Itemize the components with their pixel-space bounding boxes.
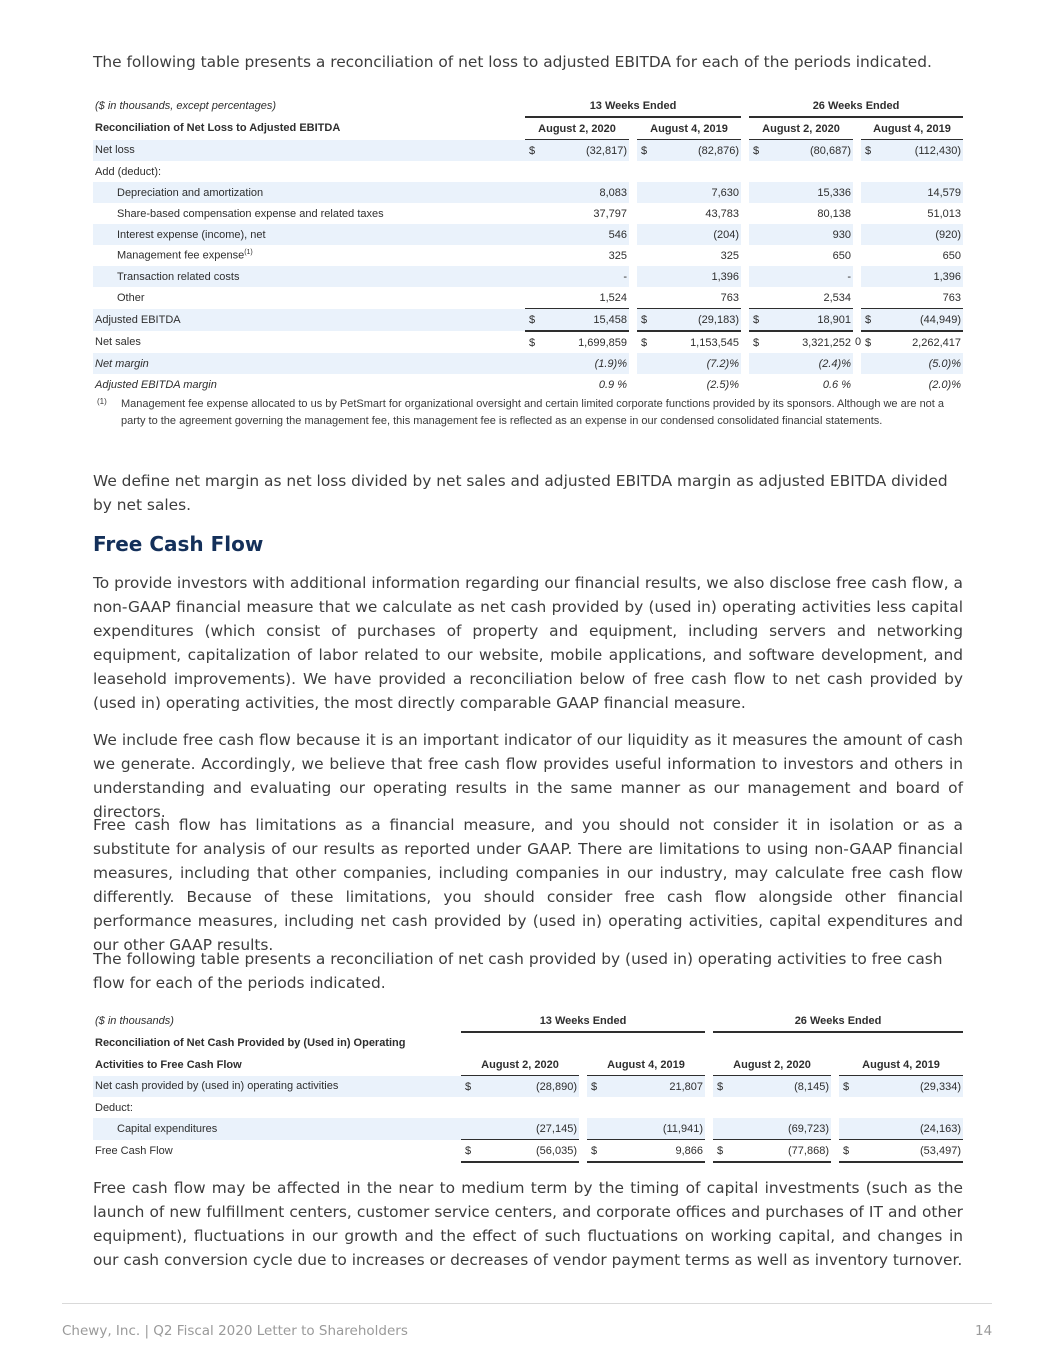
col-header: August 2, 2020 — [749, 117, 853, 140]
cell-value: 51,013 — [927, 207, 961, 220]
fcf-paragraph-4: The following table presents a reconciliation of net cash provided by (used in) operating activities to free cash flow for each of the periods indicated. — [93, 950, 943, 992]
table-row — [93, 287, 963, 309]
cell-value: (24,163) — [853, 1118, 963, 1140]
row-label: Add (deduct): — [95, 165, 162, 178]
cell-value: (27,145) — [475, 1118, 579, 1140]
currency-symbol: $ — [713, 1076, 727, 1098]
currency-symbol: $ — [641, 336, 648, 349]
col-header: August 2, 2020 — [525, 117, 629, 140]
currency-symbol: $ — [461, 1140, 475, 1163]
table-header-groups — [93, 1010, 963, 1032]
group-13-weeks: 13 Weeks Ended — [525, 95, 741, 117]
fcf-paragraph-3: Free cash flow has limitations as a financial measure, and you should not consider it in isolation or as a substitute for analysis of our results as reported under GAAP. There are limitations to using non-GAAP financial measures, including that other companies, including companies in our industry, may calculate free cash flow differently. Because of these limitations, you should consider free cash flow alongside other financial performance measures, including net cash provided by (used in) operating activities, capital expenditures and our other GAAP results. — [93, 816, 963, 954]
table-row — [93, 1097, 963, 1118]
currency-symbol: $ — [753, 336, 760, 349]
cell-value: 763 — [875, 287, 963, 309]
footnote-mark: (1) — [97, 397, 107, 406]
cell-value: (2.5)% — [706, 378, 739, 391]
currency-symbol: $ — [839, 1076, 853, 1098]
intro-paragraph: The following table presents a reconciliation of net loss to adjusted EBITDA for each of the periods indicated. — [93, 53, 932, 71]
row-label: Net cash provided by (used in) operating activities — [93, 1076, 461, 1098]
footer-divider — [62, 1303, 992, 1304]
cell-value: 80,138 — [817, 207, 851, 220]
col-header: August 4, 2019 — [637, 117, 741, 140]
col-header: August 2, 2020 — [461, 1054, 579, 1076]
cell-value: 325 — [720, 249, 739, 262]
cell-value: (32,817) — [539, 140, 629, 162]
cell-value: (80,687) — [763, 140, 853, 162]
cell-value: (204) — [651, 224, 741, 245]
cell-value: (7.2)% — [651, 353, 741, 374]
currency-symbol: $ — [525, 309, 539, 332]
cell-value: 15,458 — [539, 309, 629, 332]
table-row — [93, 245, 963, 266]
row-label: Net loss — [93, 140, 525, 162]
cell-value: 546 — [539, 224, 629, 245]
cell-value: 14,579 — [875, 182, 963, 203]
row-label: Other — [117, 291, 145, 304]
table-row — [93, 266, 963, 287]
table-header-groups — [93, 95, 963, 117]
cell-value: 650 — [942, 249, 961, 262]
cell-value: - — [763, 266, 853, 287]
cell-value: (44,949) — [875, 309, 963, 332]
table-row — [93, 1118, 963, 1140]
footnote — [93, 396, 963, 430]
group-26-weeks: 26 Weeks Ended — [713, 1010, 963, 1032]
cell-value: (920) — [875, 224, 963, 245]
table-row — [93, 331, 963, 353]
cell-value: 15,336 — [763, 182, 853, 203]
cell-value: (56,035) — [475, 1140, 579, 1163]
currency-symbol: $ — [861, 140, 875, 162]
cell-value: 7,630 — [651, 182, 741, 203]
cell-value: 18,901 — [763, 309, 853, 332]
cell-value: (1.9)% — [539, 353, 629, 374]
table-row — [93, 140, 963, 162]
cell-value: 1,153,545 — [690, 336, 739, 349]
free-cash-flow-table — [93, 1010, 963, 1163]
table-title-line-2: Activities to Free Cash Flow — [95, 1058, 242, 1071]
table-row — [93, 353, 963, 374]
table-row — [93, 1140, 963, 1163]
table-title-line-1: Reconciliation of Net Cash Provided by (Used in) Operating — [95, 1037, 406, 1049]
cell-value: (2.0)% — [928, 378, 961, 391]
currency-symbol: $ — [587, 1140, 601, 1163]
row-label: Net sales — [95, 336, 141, 348]
cell-value: (77,868) — [727, 1140, 831, 1163]
currency-symbol: $ — [529, 336, 536, 349]
page-number: 14 — [975, 1323, 993, 1339]
cell-value: (2.4)% — [763, 353, 853, 374]
cell-value: (112,430) — [875, 140, 963, 162]
section-heading: Free Cash Flow — [93, 532, 264, 556]
table-header-title-1 — [93, 1032, 963, 1054]
row-label: Net margin — [93, 353, 525, 374]
define-paragraph: We define net margin as net loss divided by net sales and adjusted EBITDA margin as adjusted EBITDA divided by net sales. — [93, 472, 948, 514]
currency-symbol: $ — [749, 309, 763, 332]
group-26-weeks: 26 Weeks Ended — [749, 95, 963, 117]
row-label: Adjusted EBITDA — [93, 309, 525, 332]
cell-value: 0.9 % — [598, 378, 627, 391]
currency-symbol: $ — [525, 140, 539, 162]
col-header: August 4, 2019 — [861, 117, 963, 140]
cell-value: (29,334) — [853, 1076, 963, 1098]
currency-symbol: $ — [587, 1076, 601, 1098]
currency-symbol: $ — [861, 309, 875, 332]
fcf-paragraph-5: Free cash flow may be affected in the near to medium term by the timing of capital investments (such as the launch of new fulfillment centers, customer service centers, and corporate offices and purchases of IT and other equipment), fluctuations in our growth and the effect of such fluctuations on working capital, and changes in our cash conversion cycle due to increases or decreases of vendor payment terms as well as inventory turnover. — [93, 1179, 963, 1269]
footer-text: Chewy, Inc. | Q2 Fiscal 2020 Letter to Shareholders — [62, 1323, 408, 1339]
currency-symbol: $ — [713, 1140, 727, 1163]
row-label: Depreciation and amortization — [93, 182, 525, 203]
cell-value: (8,145) — [727, 1076, 831, 1098]
cell-value: 1,524 — [539, 287, 629, 309]
cell-value: - — [539, 266, 629, 287]
cell-value: 2,534 — [763, 287, 853, 309]
row-label: Transaction related costs — [93, 266, 525, 287]
cell-value: 21,807 — [601, 1076, 705, 1098]
row-label: Deduct: — [95, 1101, 133, 1114]
units-note: ($ in thousands, except percentages) — [95, 100, 277, 112]
currency-symbol: $ — [461, 1076, 475, 1098]
cell-value: 930 — [763, 224, 853, 245]
cell-value: (69,723) — [727, 1118, 831, 1140]
cell-value: 37,797 — [593, 207, 627, 220]
currency-symbol: $ — [865, 336, 872, 349]
table-row — [93, 224, 963, 245]
table-title: Reconciliation of Net Loss to Adjusted EBITDA — [95, 122, 341, 135]
table-row — [93, 161, 963, 182]
fcf-paragraph-1: To provide investors with additional information regarding our financial results, we also disclose free cash flow, a non-GAAP financial measure that we calculate as net cash provided by (used in) operating activities less capital expenditures (which consist of purchases of property and equipment, including servers and networking equipment, capitalization of labor related to our website, mobile applications, and software development, and leasehold improvements). We have provided a reconciliation below of free cash flow to net cash provided by (used in) operating activities, the most directly comparable GAAP financial measure. — [93, 574, 963, 712]
col-header: August 4, 2019 — [587, 1054, 705, 1076]
footnote-ref: (1) — [244, 249, 253, 257]
cell-value: 1,699,859 — [578, 336, 627, 349]
cell-value: 1,396 — [875, 266, 963, 287]
table-row — [93, 182, 963, 203]
footnote-text: Management fee expense allocated to us by PetSmart for organizational oversight and certain limited corporate functions provided by its sponsors. Although we are not a party to the agreement governing the management fee, this management fee is reflected as an expense in our condensed consolidated financial statements. — [121, 398, 945, 427]
cell-value: 1,396 — [651, 266, 741, 287]
cell-value: 2,262,417 — [912, 336, 961, 349]
row-label: Free Cash Flow — [95, 1144, 173, 1157]
cell-value: 43,783 — [705, 207, 739, 220]
row-label: Adjusted EBITDA margin — [95, 378, 217, 391]
cell-value: (53,497) — [853, 1140, 963, 1163]
cell-value: 8,083 — [539, 182, 629, 203]
cell-value: (28,890) — [475, 1076, 579, 1098]
table-row — [93, 203, 963, 224]
table-header-cols — [93, 117, 963, 140]
cell-value: (29,183) — [651, 309, 741, 332]
fcf-paragraph-2: We include free cash flow because it is an important indicator of our liquidity as it measures the amount of cash we generate. Accordingly, we believe that free cash flow provides useful information to investors and others in understanding and evaluating our operating results in the same manner as our management and board of directors. — [93, 731, 963, 821]
row-label: Share-based compensation expense and related taxes — [117, 207, 384, 220]
cell-value: 763 — [651, 287, 741, 309]
cell-value: (11,941) — [601, 1118, 705, 1140]
table-header-cols — [93, 1054, 963, 1076]
currency-symbol: $ — [637, 140, 651, 162]
cell-value: 0 — [855, 336, 862, 348]
row-label: Management fee expense$^{(1)}$ — [117, 249, 253, 262]
table-row — [93, 1076, 963, 1098]
row-label: Interest expense (income), net — [93, 224, 525, 245]
table-row — [93, 309, 963, 332]
currency-symbol: $ — [637, 309, 651, 332]
cell-value: 9,866 — [601, 1140, 705, 1163]
units-note: ($ in thousands) — [95, 1015, 174, 1027]
cell-value: 3,321,252 — [802, 336, 851, 349]
adjusted-ebitda-table — [93, 95, 963, 395]
col-header: August 4, 2019 — [839, 1054, 963, 1076]
cell-value: 0.6 % — [822, 378, 851, 391]
cell-value: 325 — [608, 249, 627, 262]
col-header: August 2, 2020 — [713, 1054, 831, 1076]
cell-value: (82,876) — [651, 140, 741, 162]
currency-symbol: $ — [749, 140, 763, 162]
group-13-weeks: 13 Weeks Ended — [461, 1010, 705, 1032]
row-label: Capital expenditures — [93, 1118, 461, 1140]
currency-symbol: $ — [839, 1140, 853, 1163]
cell-value: (5.0)% — [875, 353, 963, 374]
table-row — [93, 374, 963, 395]
cell-value: 650 — [832, 249, 851, 262]
